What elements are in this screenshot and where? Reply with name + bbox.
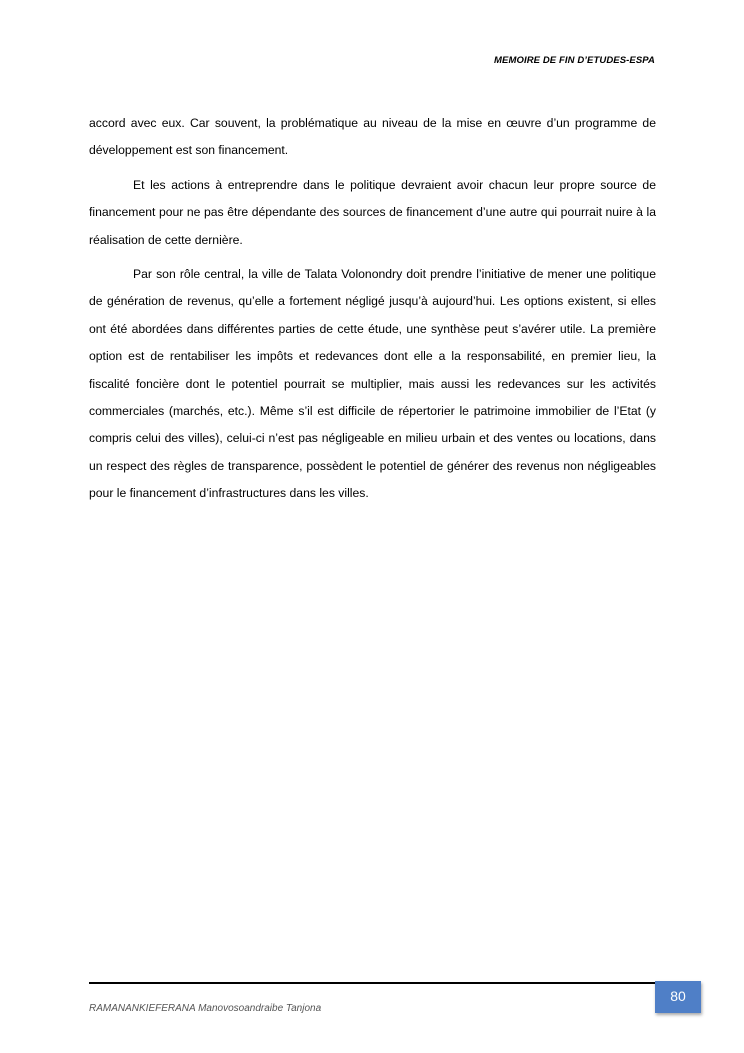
page-number-badge: 80 [655, 981, 701, 1013]
page-header: MEMOIRE DE FIN D’ETUDES-ESPA [494, 55, 655, 66]
paragraph-1: accord avec eux. Car souvent, la problématique au niveau de la mise en œuvre d’un programme de développement est son financement. [89, 116, 656, 158]
paragraph-2: Et les actions à entreprendre dans le politique devraient avoir chacun leur propre source de financement pour ne pas être dépendante des sources de financement d’une autre qui pourrait nuire à la réalisation de cette dernière. [89, 177, 656, 247]
paragraph-3: Par son rôle central, la ville de Talata Volonondry doit prendre l’initiative de mener une politique de génération de revenus, qu’elle a fortement négligé jusqu’à aujourd’hui. Les options existent, si elles ont été abordées dans différentes parties de cette étude, une synthèse peut s’avérer utile. La première option est de rentabiliser les impôts et redevances dont elle a la responsabilité, en premier lieu, la fiscalité foncière dont le potentiel pourrait se multiplier, mais aussi les redevances sur les activités commerciales (marchés, etc.). Même s’il est difficile de répertorier le patrimoine immobilier de l’Etat (y compris celui des villes), celui-ci n’est pas négligeable en milieu urbain et des ventes ou locations, dans un respect des règles de transparence, possèdent le potentiel de générer des revenus non négligeables pour le financement d’infrastructures dans les villes. [89, 267, 656, 501]
footer-author: RAMANANKIEFERANA Manovosoandraibe Tanjona [89, 1003, 322, 1014]
document-body [89, 110, 656, 515]
footer-divider [89, 982, 674, 984]
